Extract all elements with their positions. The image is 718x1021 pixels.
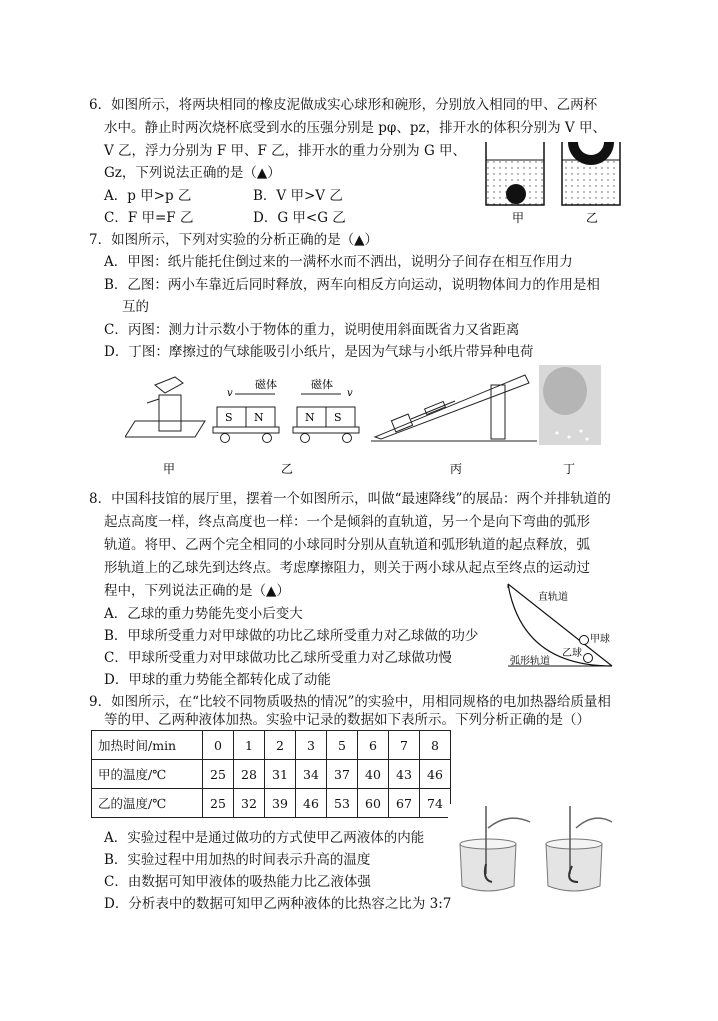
label-ball-jia: 甲球 bbox=[590, 634, 610, 645]
table-row bbox=[92, 760, 451, 789]
q7-option-a: A．甲图：纸片能托住倒过来的一满杯水而不洒出，说明分子间存在相互作用力 bbox=[104, 254, 573, 270]
fig-jia-cup bbox=[125, 377, 205, 437]
fig-label-bing: 丙 bbox=[450, 462, 463, 476]
q8-stem-line5: 程中，下列说法正确的是（▲） bbox=[104, 583, 290, 599]
q9-option-a: A．实验过程中是通过做功的方式使甲乙两液体的内能 bbox=[104, 830, 425, 846]
cell: 7 bbox=[389, 731, 420, 760]
q9-beaker-photos bbox=[448, 804, 616, 896]
q6-option-a: A．p 甲>p 乙 bbox=[104, 188, 192, 204]
q9-option-b: B．实验过程中用加热的时间表示升高的温度 bbox=[104, 852, 371, 868]
cell: 2 bbox=[265, 731, 296, 760]
q6-option-b: B．V 甲>V 乙 bbox=[253, 188, 343, 204]
cell: 43 bbox=[389, 760, 420, 789]
cell: 31 bbox=[265, 760, 296, 789]
svg-text:N: N bbox=[305, 411, 315, 424]
q7-option-d: D．丁图：摩擦过的气球能吸引小纸片，是因为气球与小纸片带异种电荷 bbox=[104, 344, 534, 360]
fig-label-yi: 乙 bbox=[281, 462, 294, 476]
ball-jia bbox=[580, 636, 589, 645]
cell: 74 bbox=[420, 789, 451, 818]
q6-option-d: D．G 甲<G 乙 bbox=[253, 210, 346, 226]
q8-stem-line3: 轨道。将甲、乙两个完全相同的小球同时分别从直轨道和弧形轨道的起点释放，弧 bbox=[104, 537, 590, 553]
cell: 8 bbox=[420, 731, 451, 760]
beaker-yi bbox=[562, 142, 620, 205]
fig-ding-balloon bbox=[539, 365, 601, 445]
beaker-label-yi: 乙 bbox=[586, 211, 599, 225]
table-row bbox=[92, 789, 451, 818]
cell: 39 bbox=[265, 789, 296, 818]
q8-track-figure bbox=[504, 580, 616, 672]
q7-option-c: C．丙图：测力计示数小于物体的重力，说明使用斜面既省力又省距离 bbox=[104, 322, 520, 338]
cell: 28 bbox=[234, 760, 265, 789]
row-label-jia: 甲的温度/℃ bbox=[92, 760, 203, 789]
solid-ball bbox=[506, 184, 526, 204]
cell: 60 bbox=[358, 789, 389, 818]
cell: 40 bbox=[358, 760, 389, 789]
cell: 25 bbox=[203, 789, 234, 818]
cell: 3 bbox=[296, 731, 327, 760]
q9-stem-line1: 9．如图所示，在“比较不同物质吸热的情况”的实验中，用相同规格的电加热器给质量相 bbox=[89, 694, 611, 710]
magnet-label-left: 磁体 bbox=[255, 378, 277, 391]
q6-stem-line4: Gz，下列说法正确的是（▲） bbox=[104, 165, 281, 181]
cell: 46 bbox=[420, 760, 451, 789]
fig-bing-incline bbox=[371, 375, 537, 441]
q6-beakers-figure bbox=[480, 136, 630, 228]
svg-text:v: v bbox=[227, 388, 233, 399]
cell: 34 bbox=[296, 760, 327, 789]
q7-figures bbox=[125, 365, 605, 477]
fig-label-ding: 丁 bbox=[563, 462, 576, 476]
cell: 1 bbox=[234, 731, 265, 760]
table-row bbox=[92, 731, 451, 760]
cell: 53 bbox=[327, 789, 358, 818]
q6-stem-line1: 6．如图所示，将两块相同的橡皮泥做成实心球形和碗形，分别放入相同的甲、乙两杯 bbox=[89, 97, 598, 113]
q9-option-d: D．分析表中的数据可知甲乙两种液体的比热容之比为 3:7 bbox=[104, 896, 452, 912]
svg-text:N: N bbox=[254, 411, 264, 424]
cell: 67 bbox=[389, 789, 420, 818]
cell: 6 bbox=[358, 731, 389, 760]
row-label-yi: 乙的温度/℃ bbox=[92, 789, 203, 818]
q8-option-a: A．乙球的重力势能先变小后变大 bbox=[104, 606, 303, 622]
q6-stem-line3: V 乙，浮力分别为 F 甲、F 乙，排开水的重力分别为 G 甲、 bbox=[104, 143, 467, 159]
q9-option-c: C．由数据可知甲液体的吸热能力比乙液体强 bbox=[104, 874, 371, 890]
cell: 32 bbox=[234, 789, 265, 818]
q7-option-b-line2: 互的 bbox=[122, 299, 149, 315]
fig-yi-carts bbox=[213, 377, 359, 443]
q8-stem-line4: 形轨道上的乙球先到达终点。考虑摩擦阻力，则关于两小球从起点至终点的运动过 bbox=[104, 560, 590, 576]
magnet-label-right: 磁体 bbox=[311, 378, 333, 391]
q7-option-b-line1: B．乙图：两小车靠近后同时释放，两车向相反方向运动，说明物体间力的作用是相 bbox=[104, 277, 600, 293]
svg-text:S: S bbox=[334, 411, 342, 424]
label-ball-yi: 乙球 bbox=[562, 648, 582, 659]
q7-stem: 7．如图所示，下列对实验的分析正确的是（▲） bbox=[89, 232, 378, 248]
label-straight-track: 直轨道 bbox=[538, 592, 568, 603]
cell: 0 bbox=[203, 731, 234, 760]
q8-option-c: C．甲球所受重力对甲球做功比乙球所受重力对乙球做功慢 bbox=[104, 650, 452, 666]
beaker-jia bbox=[486, 142, 544, 205]
cell: 5 bbox=[327, 731, 358, 760]
cell: 37 bbox=[327, 760, 358, 789]
svg-text:S: S bbox=[225, 411, 233, 424]
q9-stem-line2: 等的甲、乙两种液体加热。实验中记录的数据如下表所示。下列分析正确的是（） bbox=[104, 712, 590, 728]
q6-stem-line2: 水中。静止时两次烧杯底受到水的压强分别是 pφ、pz，排开水的体积分别为 V 甲、 bbox=[104, 120, 606, 136]
q8-option-b: B．甲球所受重力对甲球做的功比乙球所受重力对乙球做的功少 bbox=[104, 628, 479, 644]
beaker-label-jia: 甲 bbox=[512, 211, 525, 225]
q9-data-table bbox=[91, 730, 451, 818]
svg-text:v: v bbox=[347, 388, 353, 399]
q8-stem-line2: 起点高度一样，终点高度也一样：一个是倾斜的直轨道，另一个是向下弯曲的弧形 bbox=[104, 514, 590, 530]
q8-stem-line1: 8．中国科技馆的展厅里，摆着一个如图所示，叫做“最速降线”的展品：两个并排轨道的 bbox=[89, 491, 611, 507]
fig-label-jia: 甲 bbox=[163, 462, 176, 476]
ball-yi bbox=[584, 654, 593, 663]
cell: 46 bbox=[296, 789, 327, 818]
row-label-time: 加热时间/min bbox=[92, 731, 203, 760]
label-arc-track: 弧形轨道 bbox=[510, 656, 550, 667]
q8-option-d: D．甲球的重力势能全都转化成了动能 bbox=[104, 672, 331, 688]
cell: 25 bbox=[203, 760, 234, 789]
q6-option-c: C．F 甲=F 乙 bbox=[104, 210, 194, 226]
